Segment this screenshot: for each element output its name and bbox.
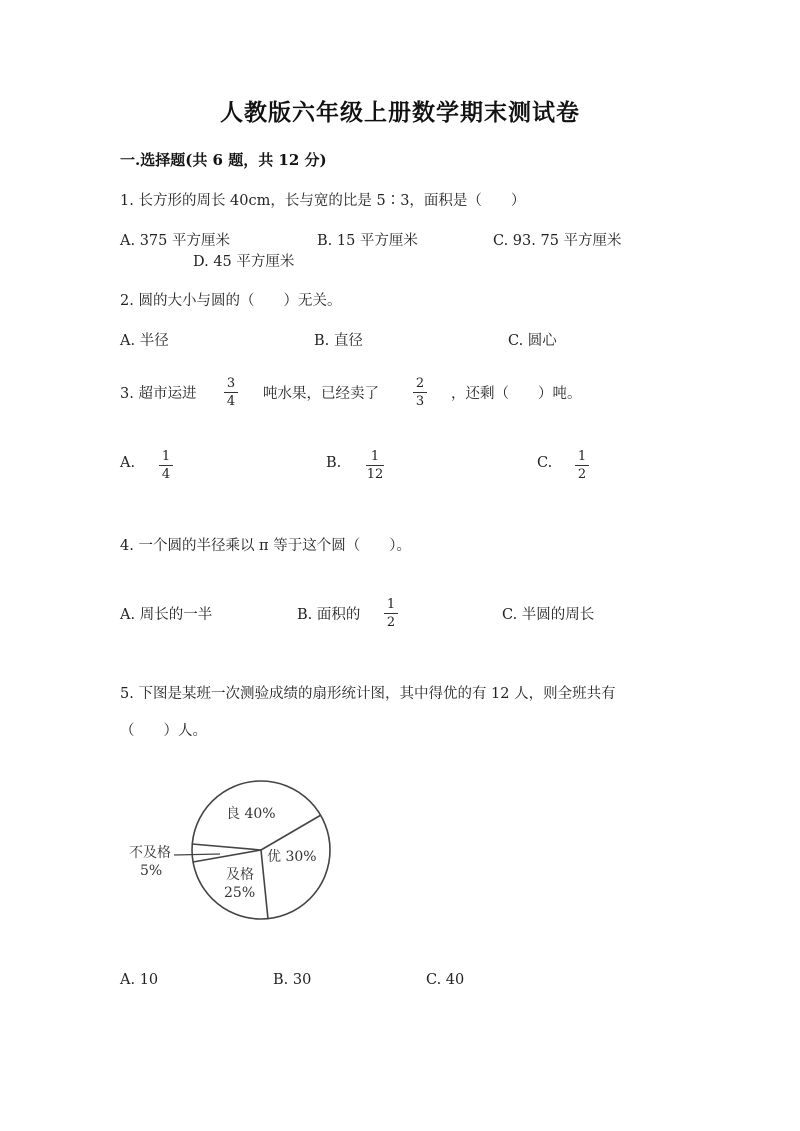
q5-option-b: B. 30 (273, 972, 312, 988)
q4-option-c: C. 半圆的周长 (502, 607, 595, 623)
page-title: 人教版六年级上册数学期末测试卷 (220, 99, 580, 126)
q2-option-a: A. 半径 (120, 333, 169, 349)
q3-option-b-label: B. (326, 455, 342, 471)
fraction-numerator: 2 (415, 376, 425, 391)
q1-option-b: B. 15 平方厘米 (317, 233, 418, 249)
fraction-denominator: 4 (161, 467, 171, 482)
question-3-prefix: 3. 超市运进 (120, 386, 197, 402)
q3-option-b-fraction (366, 449, 384, 482)
question-3-suffix: ，还剩（ ）吨。 (451, 386, 582, 402)
q3-option-c-label: C. (537, 455, 553, 471)
pie-label-bujige-pct: 5% (140, 863, 163, 879)
fraction-denominator: 2 (577, 467, 587, 482)
question-1-text: 1. 长方形的周长 40cm，长与宽的比是 5∶3，面积是（ ） (120, 193, 526, 209)
q5-option-a: A. 10 (120, 972, 159, 988)
fraction-denominator: 2 (386, 615, 396, 630)
pie-chart-figure (120, 770, 360, 950)
fraction-numerator: 1 (161, 449, 171, 464)
q1-option-a: A. 375 平方厘米 (120, 233, 230, 249)
q4-option-b-fraction (384, 597, 398, 630)
question-5-text-line2: （ ）人。 (120, 723, 207, 739)
q5-option-c: C. 40 (426, 972, 465, 988)
question-2-text: 2. 圆的大小与圆的（ ）无关。 (120, 293, 342, 309)
fraction-numerator: 1 (577, 449, 587, 464)
fraction-numerator: 3 (226, 376, 236, 391)
pie-label-jige-name: 及格 (226, 867, 254, 883)
fraction-denominator: 12 (366, 467, 384, 482)
q4-option-b: B. 面积的 (297, 607, 361, 623)
q3-fraction-3-4 (224, 376, 238, 409)
fraction-denominator: 3 (415, 394, 425, 409)
q3-fraction-2-3 (413, 376, 427, 409)
pie-label-you: 优 30% (267, 849, 317, 865)
q4-option-a: A. 周长的一半 (120, 607, 213, 623)
pie-label-liang: 良 40% (226, 806, 276, 822)
q3-option-a-label: A. (120, 455, 136, 471)
question-4-text: 4. 一个圆的半径乘以 π 等于这个圆（ ）。 (120, 538, 411, 554)
q2-option-c: C. 圆心 (508, 333, 557, 349)
q1-option-c: C. 93. 75 平方厘米 (493, 233, 622, 249)
q3-option-c-fraction (575, 449, 589, 482)
section-heading: 一.选择题(共 6 题，共 12 分) (120, 151, 327, 169)
q3-option-a-fraction (159, 449, 173, 482)
q2-option-b: B. 直径 (314, 333, 363, 349)
question-5-text-line1: 5. 下图是某班一次测验成绩的扇形统计图，其中得优的有 12 人，则全班共有 (120, 686, 616, 702)
q1-option-d: D. 45 平方厘米 (193, 254, 295, 270)
pie-label-jige-pct: 25% (224, 885, 256, 901)
question-3-middle: 吨水果，已经卖了 (263, 386, 379, 402)
pie-chart-svg (120, 770, 360, 950)
fraction-numerator: 1 (386, 597, 396, 612)
fraction-denominator: 4 (226, 394, 236, 409)
pie-label-bujige-name: 不及格 (129, 845, 171, 861)
fraction-numerator: 1 (370, 449, 380, 464)
